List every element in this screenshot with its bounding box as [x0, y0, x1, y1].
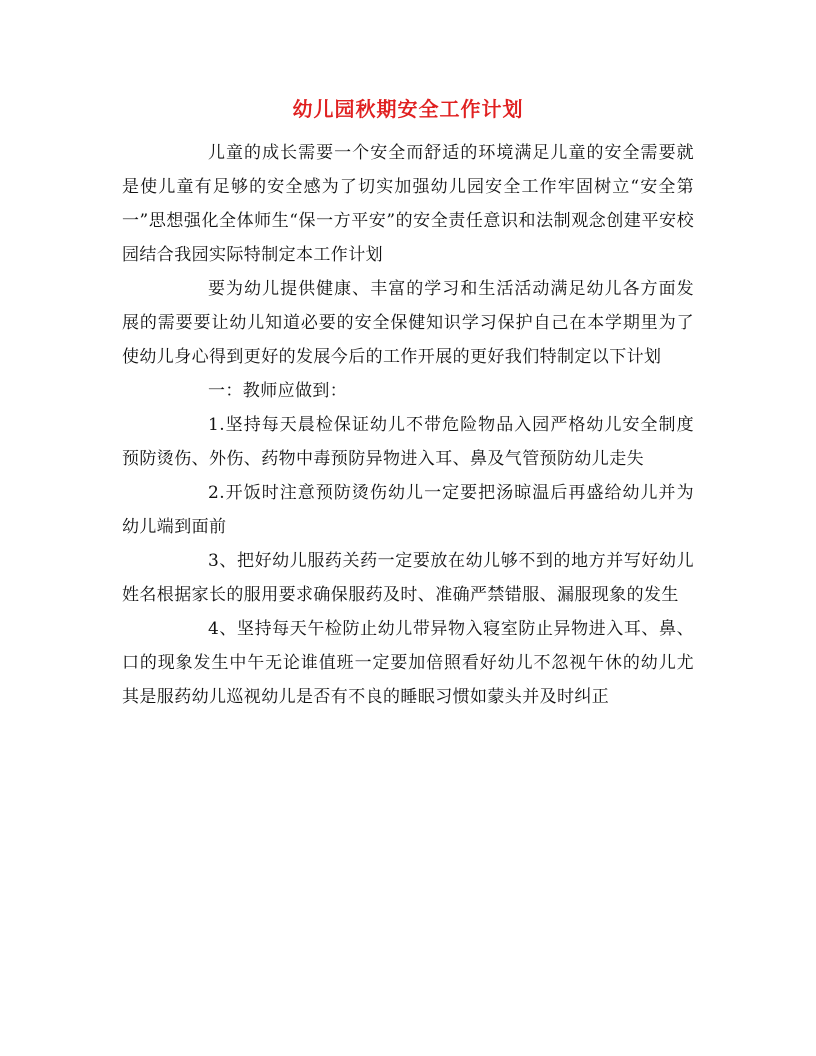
document-title: 幼儿园秋期安全工作计划 [292, 97, 524, 121]
paragraph-intro: 儿童的成长需要一个安全而舒适的环境满足儿童的安全需要就是使儿童有足够的安全感为了切实加强幼儿园安全工作牢固树立“安全第一”思想强化全体师生“保一方平安”的安全责任意识和法制观念创建平安校园结合我园实际特制定本工作计划 [122, 143, 694, 265]
paragraph-goals: 要为幼儿提供健康、丰富的学习和生活活动满足幼儿各方面发展的需要要让幼儿知道必要的安全保健知识学习保护自己在本学期里为了使幼儿身心得到更好的发展今后的工作开展的更好我们特制定以下计划 [122, 279, 694, 367]
document-body [122, 136, 694, 714]
list-item-4: 4、坚持每天午检防止幼儿带异物入寝室防止异物进入耳、鼻、口的现象发生中午无论谁值班一定要加倍照看好幼儿不忽视午休的幼儿尤其是服药幼儿巡视幼儿是否有不良的睡眠习惯如蒙头并及时纠正 [122, 619, 694, 707]
list-item-1: 1.坚持每天晨检保证幼儿不带危险物品入园严格幼儿安全制度预防烫伤、外伤、药物中毒预防异物进入耳、鼻及气管预防幼儿走失 [122, 415, 694, 469]
list-item-3: 3、把好幼儿服药关药一定要放在幼儿够不到的地方并写好幼儿姓名根据家长的服用要求确保服药及时、准确严禁错服、漏服现象的发生 [122, 551, 694, 605]
section-heading-teachers: 一：教师应做到： [208, 381, 348, 401]
list-item-2: 2.开饭时注意预防烫伤幼儿一定要把汤晾温后再盛给幼儿并为幼儿端到面前 [122, 483, 694, 537]
